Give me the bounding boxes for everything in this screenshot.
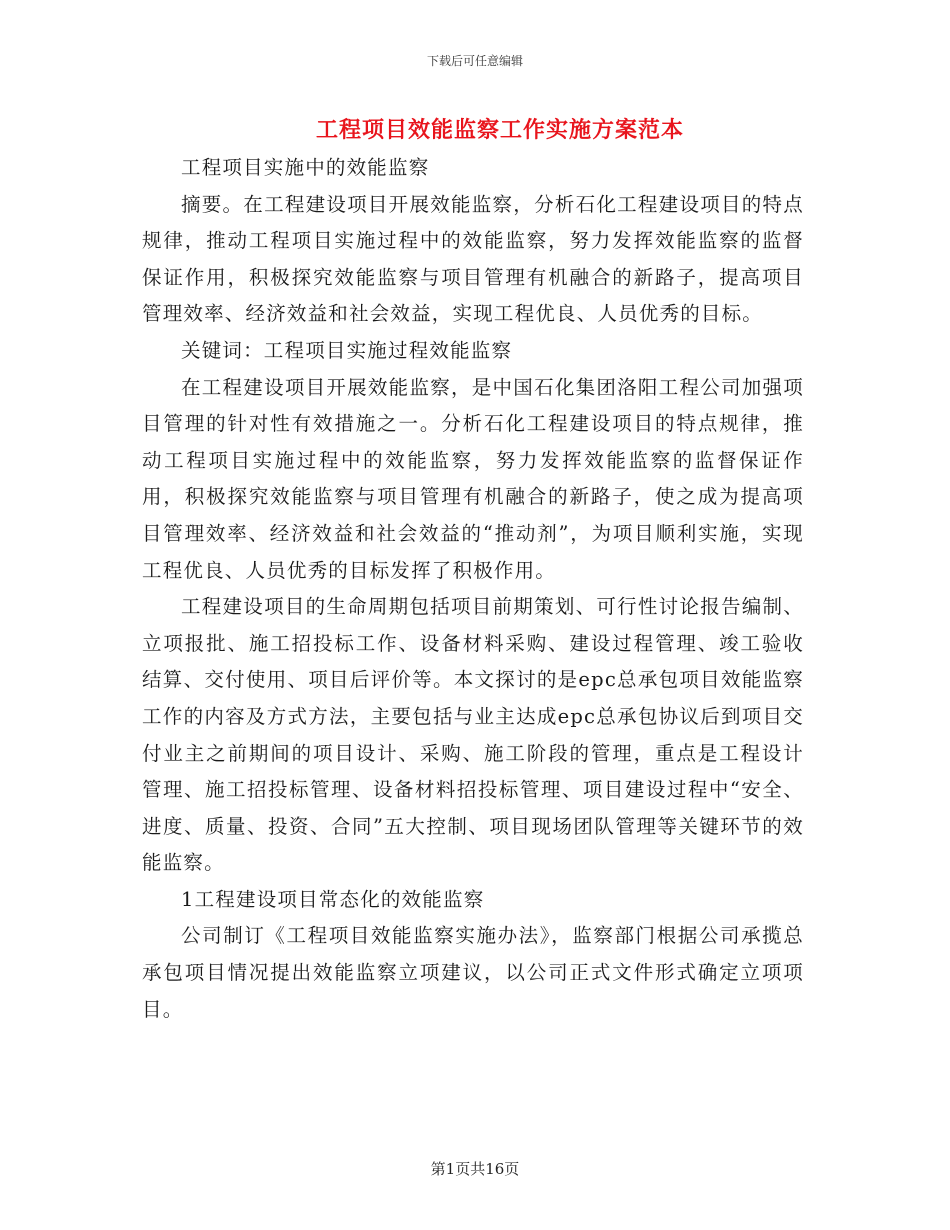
document-body (142, 150, 804, 1028)
header-note: 下载后可任意编辑 (426, 54, 523, 68)
paragraph-intro: 在工程建设项目开展效能监察，是中国石化集团洛阳工程公司加强项目管理的针对性有效措施之一。分析石化工程建设项目的特点规律，推动工程项目实施过程中的效能监察，努力发挥效能监察的监督保证作用，积极探究效能监察与项目管理有机融合的新路子，使之成为提高项目管理效率、经济效益和社会效益的“推动剂”，为项目顺利实施，实现工程优良、人员优秀的目标发挥了积极作用。 (142, 375, 804, 582)
paragraph-abstract: 摘要。在工程建设项目开展效能监察，分析石化工程建设项目的特点规律，推动工程项目实施过程中的效能监察，努力发挥效能监察的监督保证作用，积极探究效能监察与项目管理有机融合的新路子，提高项目管理效率、经济效益和社会效益，实现工程优良、人员优秀的目标。 (142, 192, 804, 326)
paragraph-section-1: 公司制订《工程项目效能监察实施办法》，监察部门根据公司承揽总承包项目情况提出效能监察立项建议，以公司正式文件形式确定立项项目。 (142, 924, 804, 1021)
page-footer: 第1页共16页 (430, 1160, 520, 1178)
paragraph-lifecycle: 工程建设项目的生命周期包括项目前期策划、可行性讨论报告编制、立项报批、施工招投标工作、设备材料采购、建设过程管理、竣工验收结算、交付使用、项目后评价等。本文探讨的是epc总承包项目效能监察工作的内容及方式方法，主要包括与业主达成epc总承包协议后到项目交付业主之前期间的项目设计、采购、施工阶段的管理，重点是工程设计管理、施工招投标管理、设备材料招投标管理、项目建设过程中“安全、进度、质量、投资、合同”五大控制、项目现场团队管理等关键环节的效能监察。 (142, 595, 804, 875)
section-heading-1: 1工程建设项目常态化的效能监察 (181, 887, 485, 911)
paragraph-keywords: 关键词：工程项目实施过程效能监察 (181, 338, 513, 362)
document-title: 工程项目效能监察工作实施方案范本 (315, 117, 684, 143)
paragraph-subtitle: 工程项目实施中的效能监察 (181, 156, 430, 179)
